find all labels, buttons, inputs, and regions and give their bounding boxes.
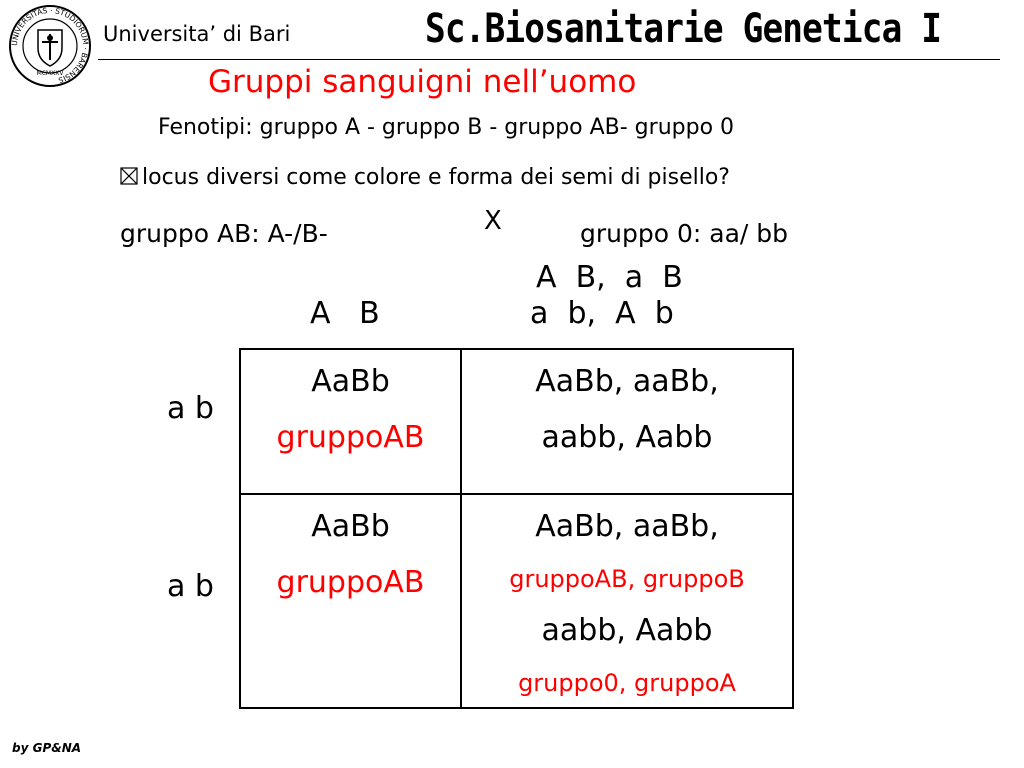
genotypes-line-1: AaBb, aaBb, — [535, 364, 719, 399]
genotypes-line-2: aabb, Aabb — [541, 613, 713, 648]
university-name: Universita’ di Bari — [103, 22, 291, 46]
cell-r1c2 — [462, 354, 792, 466]
cross-symbol: X — [484, 206, 502, 236]
bullet-line — [118, 165, 730, 190]
genotypes-line-1: AaBb, aaBb, — [535, 509, 719, 544]
university-seal-logo — [8, 4, 92, 88]
row-header-1: a b — [167, 391, 214, 426]
punnett-square — [239, 348, 794, 709]
genotypes-line-2: aabb, Aabb — [541, 420, 713, 455]
footer-credit: by GP&NA — [12, 741, 82, 755]
genotype: AaBb — [311, 509, 390, 544]
column-header-2-line-2: a b, A b — [530, 296, 674, 331]
course-title: Sc.Biosanitarie Genetica I — [425, 6, 942, 52]
phenotype: gruppoAB — [276, 565, 425, 600]
cross-parent-left: gruppo AB: A-/B- — [120, 219, 328, 248]
phenotypes-line-2: gruppo0, gruppoA — [518, 669, 736, 697]
grid-line — [239, 707, 794, 709]
cross-parent-right: gruppo 0: aa/ bb — [580, 219, 788, 248]
column-header-2-line-1: A B, a B — [536, 260, 683, 295]
seal-ring-text: UNIVERSITAS · STUDIORUM · BARENSIS — [9, 5, 91, 85]
header-divider — [98, 59, 1000, 60]
seal-year: MCMXXV — [36, 70, 64, 77]
grid-line — [239, 493, 794, 495]
grid-line — [239, 348, 794, 350]
cell-r1c1 — [241, 354, 460, 466]
column-header-1: A B — [310, 296, 380, 331]
bullet-text: locus diversi come colore e forma dei semi di pisello? — [142, 165, 730, 190]
crossed-box-bullet-icon — [118, 165, 140, 187]
phenotypes-line-1: gruppoAB, gruppoB — [509, 565, 745, 593]
phenotype: gruppoAB — [276, 420, 425, 455]
grid-line — [792, 348, 794, 709]
cell-r2c1 — [241, 499, 460, 611]
phenotypes-line: Fenotipi: gruppo A - gruppo B - gruppo AB- gruppo 0 — [158, 115, 735, 140]
cell-r2c2 — [462, 499, 792, 707]
row-header-2: a b — [167, 569, 214, 604]
genotype: AaBb — [311, 364, 390, 399]
slide-title: Gruppi sanguigni nell’uomo — [208, 64, 637, 100]
